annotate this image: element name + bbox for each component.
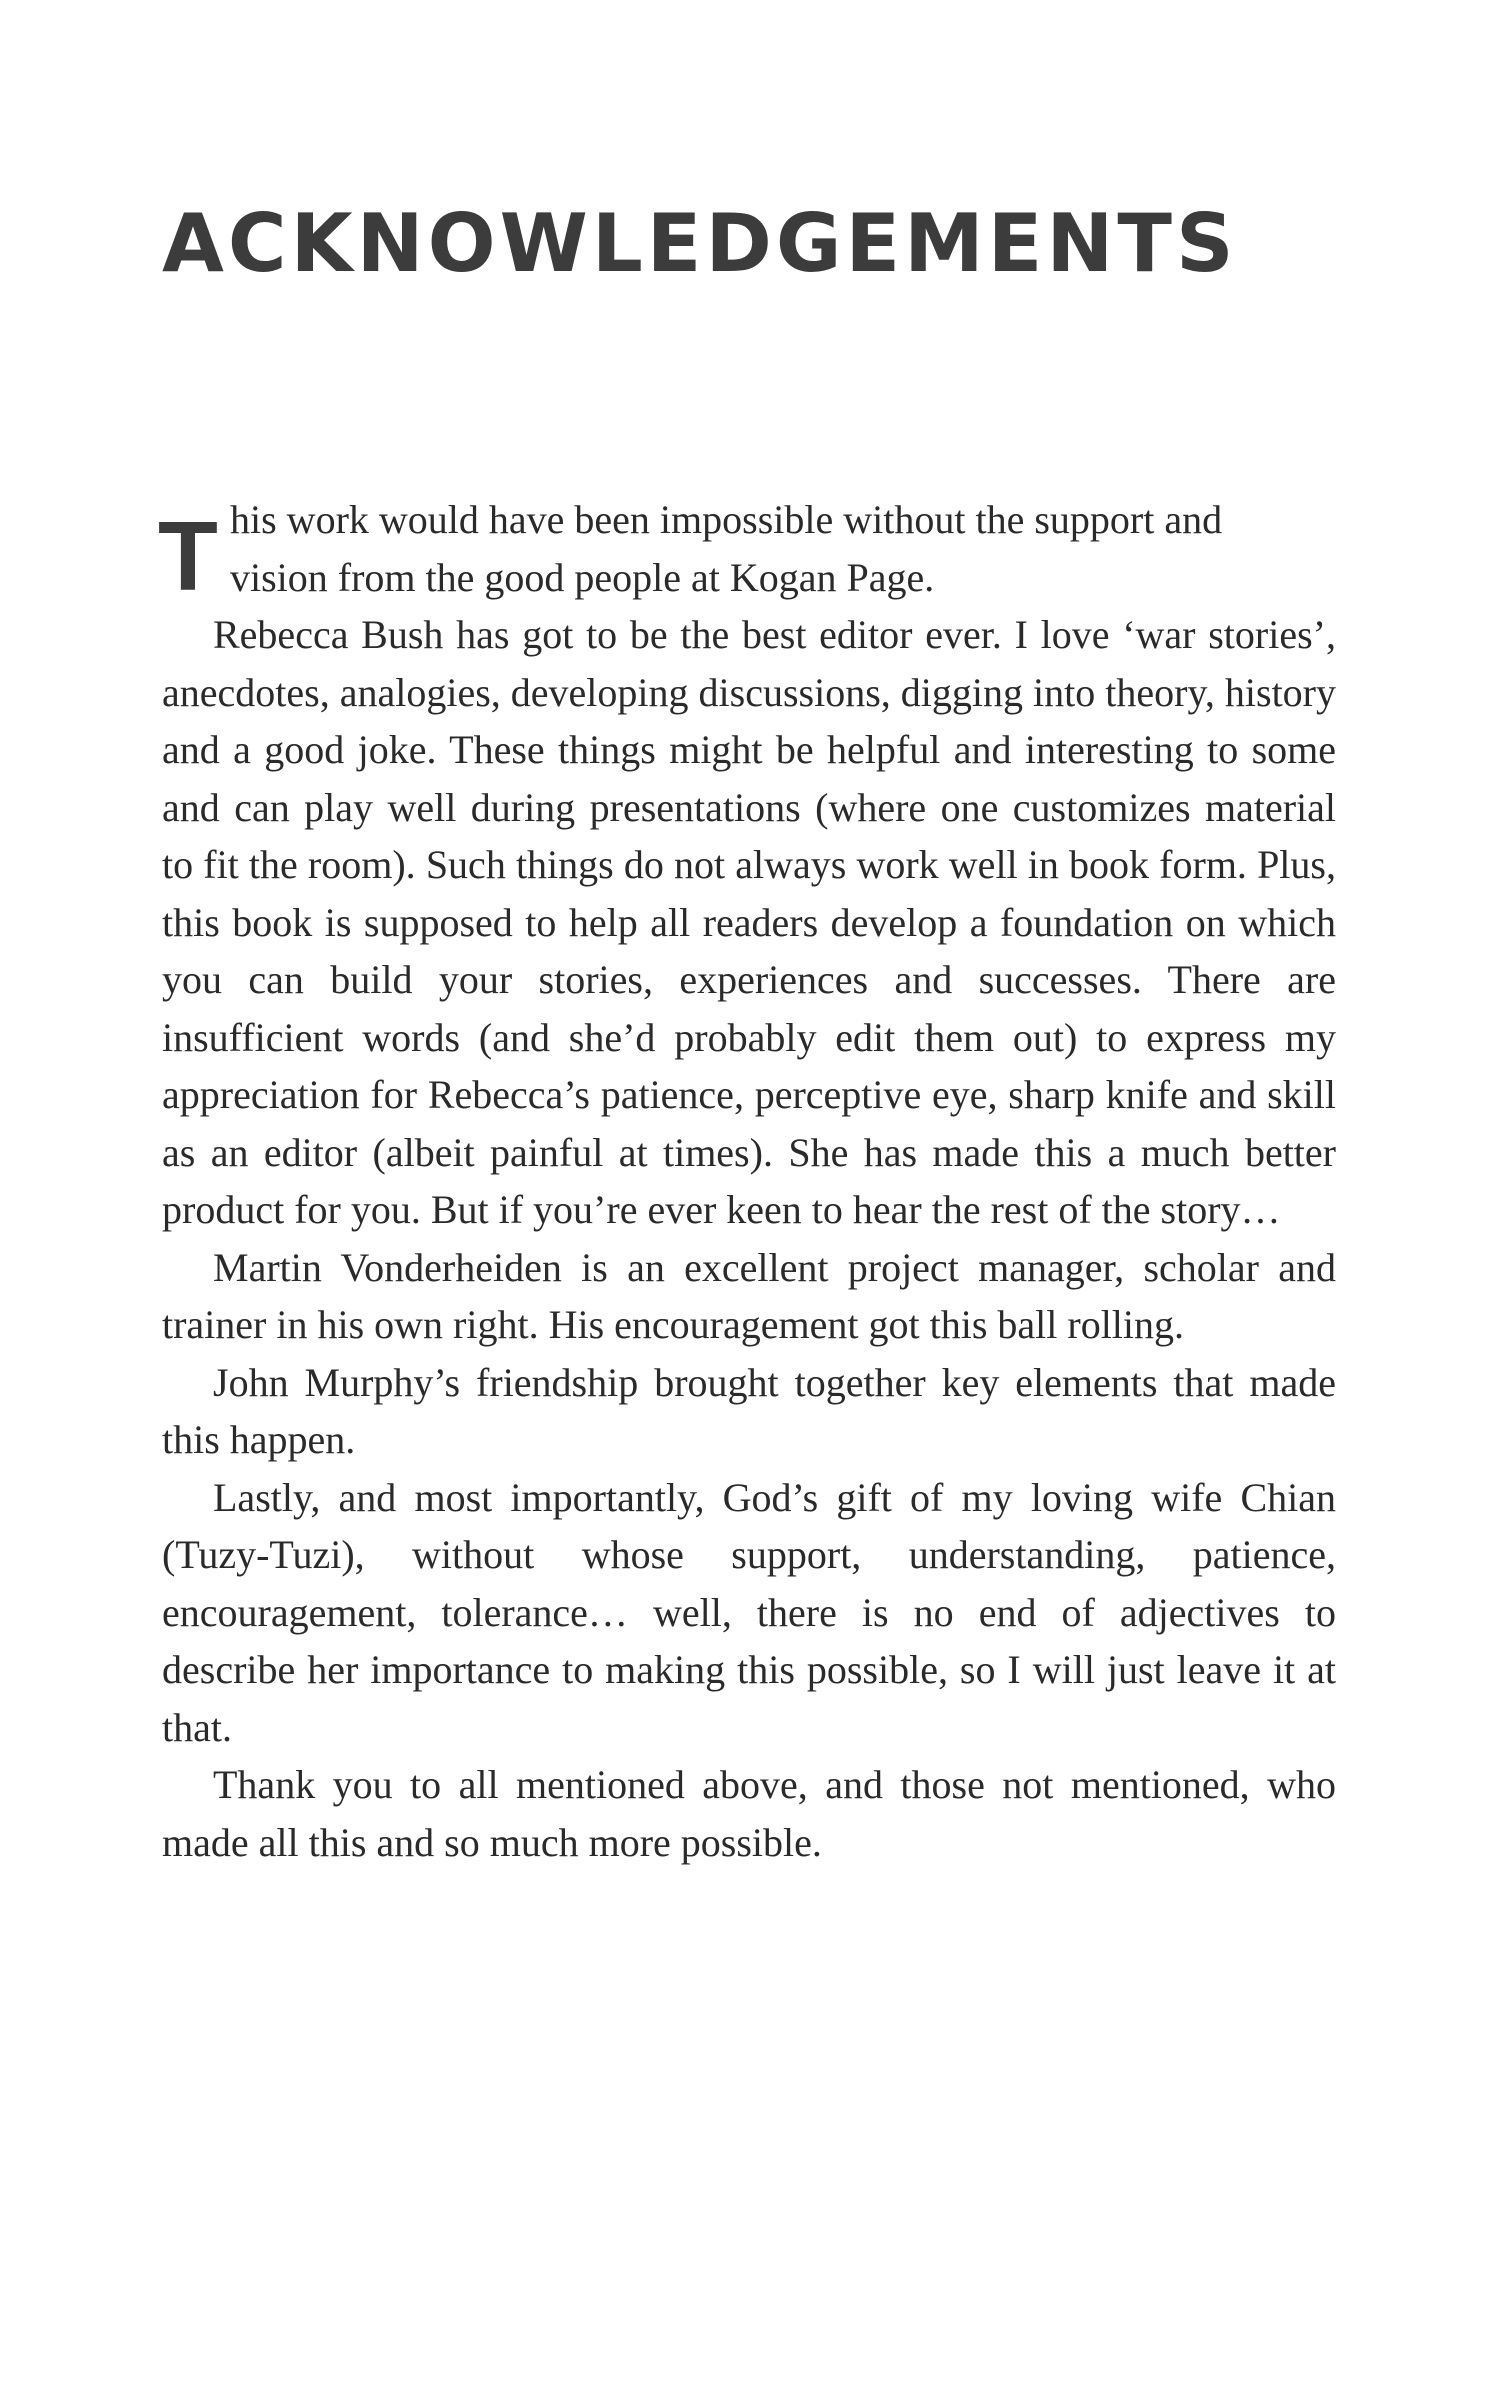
paragraph-rebecca: Rebecca Bush has got to be the best editor ever. I love ‘war stories’, anecdotes, analogies, developing discussions, digging into theory, history and a good joke. These things might be helpful and interesting to some and can play well during presentations (where one customizes material to fit the room). Such things do not always work well in book form. Plus, this book is supposed to help all readers develop a foundation on which you can build your stories, experiences and successes. There are insufficient words (and she’d probably edit them out) to express my appreciation for Rebecca’s patience, perceptive eye, sharp knife and skill as an editor (albeit painful at times). She has made this a much better product for you. But if you’re ever keen to hear the rest of the story… [162, 612, 1336, 1232]
acknowledgements-body [158, 491, 1336, 1871]
paragraph-chian: Lastly, and most importantly, God’s gift of my loving wife Chian (Tuzy-Tuzi), without whose support, understanding, patience, encouragement, tolerance… well, there is no end of adjectives to describe her importance to making this possible, so I will just leave it at that. [162, 1474, 1336, 1750]
paragraph-martin: Martin Vonderheiden is an excellent project manager, scholar and trainer in his own right. His encouragement got this ball rolling. [162, 1244, 1336, 1347]
paragraph-john: John Murphy’s friendship brought together key elements that made this happen. [162, 1359, 1336, 1462]
opening-line-2: vision from the good people at Kogan Page. [230, 554, 935, 600]
paragraph-thanks: Thank you to all mentioned above, and those not mentioned, who made all this and so much more possible. [162, 1762, 1336, 1865]
opening-paragraph [158, 491, 1336, 611]
opening-line-1: his work would have been impossible without the support and [230, 497, 1223, 542]
page-title: ACKNOWLEDGEMENTS [162, 197, 1238, 290]
drop-cap: T [158, 501, 218, 611]
